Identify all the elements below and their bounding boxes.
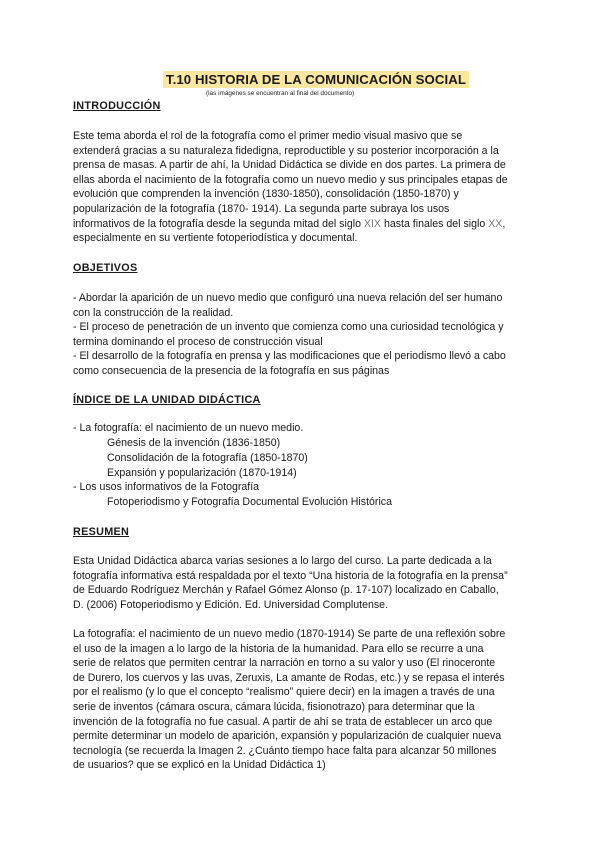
objective-line: con la construcción de la realidad. (73, 306, 234, 319)
index-subitem: Expansión y popularización (1870-1914) (107, 467, 297, 479)
intro-line: especialmente en su vertiente fotoperiodística y documental. (73, 232, 358, 245)
intro-line: prensa de masas. A partir de ahí, la Unidad Didáctica se divide en dos partes. La primera de (73, 159, 506, 172)
summary-line: invención de la fotografía no fue casual. A partir de ahí se trata de establecer un arco que (73, 715, 493, 728)
objective-line: - El proceso de penetración de un invento que comienza como una curiosidad tecnológica y (73, 321, 504, 334)
objective-line: como consecuencia de la presencia de la fotografía en sus páginas (73, 364, 390, 377)
summary-line: de Eduardo Rodríguez Merchán y Rafael Gómez Alonso (p. 17-107) localizado en Caballo, (73, 584, 499, 597)
document-subtitle: (las imágenes se encuentran al final del documento) (206, 90, 355, 97)
roman-numeral: XIX (363, 217, 381, 230)
summary-line: de Durero, los cuervos y las uvas, Zeruxis, La amante de Rodas, etc.) y se repasa el interés (73, 671, 505, 684)
summary-line: de usuarios? que se explicó en la Unidad Didáctica 1) (73, 759, 326, 772)
summary-line: Esta Unidad Didáctica abarca varias sesiones a lo largo del curso. La parte dedicada a la (73, 555, 492, 567)
summary-heading: RESUMEN (73, 526, 130, 538)
document-title: T.10 HISTORIA DE LA COMUNICACIÓN SOCIAL (163, 71, 469, 88)
intro-line: popularización de la fotografía (1870- 1914). La segunda parte subraya los usos (73, 202, 450, 215)
objectives-heading: OBJETIVOS (73, 262, 138, 274)
intro-line: extenderá gracias a su naturaleza fidedigna, reproductible y su posterior incorporación a la (73, 144, 499, 157)
summary-line: por el realismo (y lo que el concepto “realismo” quiere decir) en la imagen a través de una (73, 686, 495, 699)
summary-line: serie de inventos (cámara oscura, cámara lúcida, fisionotrazo) para determinar que la (73, 700, 475, 713)
objective-line: - Abordar la aparición de un nuevo medio que configuró una nueva relación del ser humano (73, 292, 503, 304)
summary-line: tecnología (se recuerda la Imagen 2. ¿Cuánto tiempo hace falta para alcanzar 50 millones (73, 744, 497, 757)
summary-line: fotografía informativa está respaldada por el texto “Una historia de la fotografía en la prensa” (73, 569, 508, 582)
summary-line: permite determinar un modelo de aparición, expansión y popularización de cualquier nueva (73, 730, 502, 743)
intro-line: evolución que comprenden la invención (1830-1850), consolidación (1850-1870) y (73, 188, 459, 201)
index-item: - La fotografía: el nacimiento de un nuevo medio. (73, 422, 304, 434)
summary-paragraph-2 (73, 627, 543, 773)
summary-paragraph-1 (73, 554, 543, 612)
intro-line: informativos de la fotografía desde la segunda mitad del siglo XIX hasta finales del siglo XX, (73, 217, 506, 230)
index-subitem: Consolidación de la fotografía (1850-1870) (107, 452, 308, 464)
intro-paragraph (73, 129, 543, 246)
intro-line: ellas aborda el nacimiento de la fotografía como un nuevo medio y sus principales etapas de (73, 173, 508, 186)
intro-line: Este tema aborda el rol de la fotografía como el primer medio visual masivo que se (73, 130, 463, 142)
summary-line: D. (2006) Fotoperiodismo y Edición. Ed. Universidad Complutense. (73, 598, 389, 611)
objective-line: - El desarrollo de la fotografía en prensa y las modificaciones que el periodismo llevó a cabo (73, 350, 506, 363)
index-subitem: Fotoperiodismo y Fotografía Documental Evolución Histórica (107, 496, 392, 508)
summary-line: La fotografía: el nacimiento de un nuevo medio (1870-1914) Se parte de una reflexión sobre (73, 628, 506, 640)
intro-heading: INTRODUCCIÓN (73, 100, 161, 112)
summary-line: serie de relatos que permiten centrar la narración en torno a su valor y uso (El rinoceronte (73, 657, 496, 670)
summary-line: el uso de la imagen a lo largo de la historia de la humanidad. Para ello se recurre a una (73, 642, 484, 655)
objective-line: termina dominando el proceso de construcción visual (73, 335, 323, 348)
index-heading: ÍNDICE DE LA UNIDAD DIDÁCTICA (73, 394, 261, 406)
index-subitem: Génesis de la invención (1836-1850) (107, 437, 281, 449)
objectives-list (73, 291, 543, 379)
roman-numeral: XX (488, 217, 503, 230)
index-item: - Los usos informativos de la Fotografía (73, 481, 260, 493)
